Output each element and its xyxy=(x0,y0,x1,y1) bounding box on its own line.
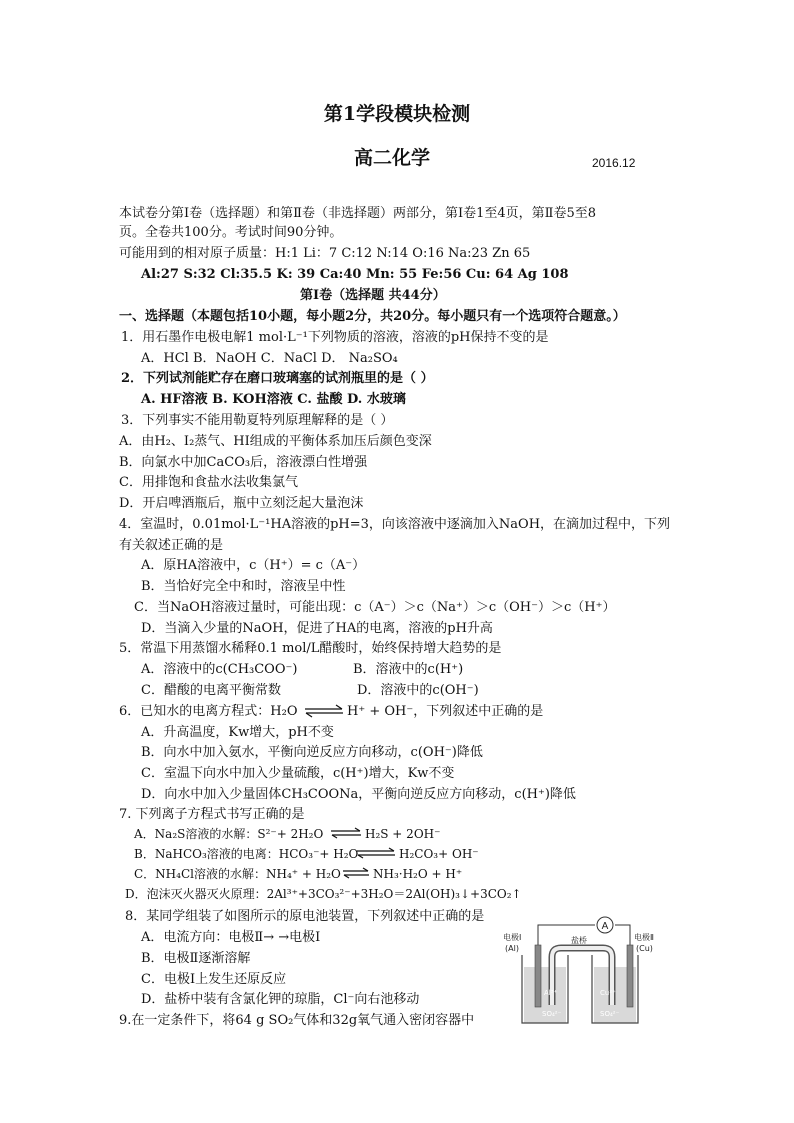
question-4-stem-line-1: 4．室温时，0.01mol·L⁻¹HA溶液的pH=3，向该溶液中逐滴加入NaOH，在滴加过程中，下列 xyxy=(119,517,671,532)
question-5-option-d: D．溶液中的c(OH⁻) xyxy=(357,683,479,698)
question-7-option-d: D．泡沫灭火器灭火原理：2Al³⁺+3CO₃²⁻+3H₂O＝2Al(OH)₃↓+3CO₂↑ xyxy=(125,887,522,901)
section-instruction: 一、选择题（本题包括10小题，每小题2分，共20分。每小题只有一个选项符合题意。） xyxy=(119,309,626,324)
question-9-stem: 9.在一定条件下，将64 g SO₂气体和32g氧气通入密闭容器中 xyxy=(119,1013,475,1028)
question-8-option-b: B．电极Ⅱ逐渐溶解 xyxy=(141,951,251,966)
subject-title: 高二化学 xyxy=(354,147,431,169)
electrode-1-material: (Al) xyxy=(505,944,519,953)
electrode-2-label: 电极Ⅱ xyxy=(634,933,654,942)
question-7-stem: 7. 下列离子方程式书写正确的是 xyxy=(119,807,305,822)
right-ion-1: Cu²⁺ xyxy=(600,989,616,997)
question-7-option-b-lhs: B．NaHCO₃溶液的电离：HCO₃⁻+ H₂O xyxy=(134,847,359,861)
question-7-option-a-lhs: A．Na₂S溶液的水解：S²⁻+ 2H₂O xyxy=(134,827,324,841)
question-7-option-c-rhs: NH₃·H₂O + H⁺ xyxy=(373,867,463,881)
question-4-stem-line-2: 有关叙述正确的是 xyxy=(119,538,224,553)
question-5-option-b: B．溶液中的c(H⁺) xyxy=(353,662,464,677)
question-1-options: A．HCl B．NaOH C．NaCl D． Na₂SO₄ xyxy=(141,351,398,366)
question-6-stem-start: 6．已知水的电离方程式：H₂O xyxy=(119,704,298,719)
atomic-masses-line-1: 可能用到的相对原子质量：H:1 Li：7 C:12 N:14 O:16 Na:23 Zn 65 xyxy=(119,246,531,261)
svg-text:A: A xyxy=(601,921,609,932)
question-7-option-c-lhs: C．NH₄Cl溶液的水解：NH₄⁺ + H₂O xyxy=(134,867,341,881)
question-6-option-c: C．室温下向水中加入少量硫酸，c(H⁺)增大，Kw不变 xyxy=(141,766,455,781)
page-title: 第1学段模块检测 xyxy=(323,103,471,125)
question-3-option-c: C．用排饱和食盐水法收集氯气 xyxy=(119,475,298,490)
question-5-option-a: A．溶液中的c(CH₃COO⁻) xyxy=(141,662,298,677)
question-3-option-a: A．由H₂、I₂蒸气、HI组成的平衡体系加压后颜色变深 xyxy=(119,434,432,449)
equilibrium-arrow-icon xyxy=(329,827,363,839)
question-3-option-b: B．向氯水中加CaCO₃后，溶液漂白性增强 xyxy=(119,455,368,470)
question-5-option-c: C．醋酸的电离平衡常数 xyxy=(141,683,281,698)
left-ion-1: Al³⁺ xyxy=(544,989,558,997)
question-4-option-b: B．当恰好完全中和时，溶液呈中性 xyxy=(141,579,346,594)
galvanic-cell-diagram xyxy=(500,915,665,1027)
equilibrium-arrow-icon xyxy=(341,867,371,879)
question-8-option-d: D．盐桥中装有含氯化钾的琼脂，Cl⁻向右池移动 xyxy=(141,992,420,1007)
question-7-option-a-rhs: H₂S + 2OH⁻ xyxy=(365,827,441,841)
intro-line-2: 页。全卷共100分。考试时间90分钟。 xyxy=(119,225,343,240)
question-8-option-c: C．电极Ⅰ上发生还原反应 xyxy=(141,972,287,987)
electrode-2 xyxy=(627,945,633,1007)
right-ion-2: SO₄²⁻ xyxy=(600,1010,620,1018)
electrode-1-label: 电极Ⅰ xyxy=(503,933,522,942)
question-4-option-a: A．原HA溶液中，c（H⁺）= c（A⁻） xyxy=(141,558,366,573)
question-4-option-c: C．当NaOH溶液过量时，可能出现：c（A⁻）＞c（Na⁺）＞c（OH⁻）＞c（H⁺） xyxy=(134,600,616,615)
section-title: 第Ⅰ卷（选择题 共44分） xyxy=(300,288,446,303)
question-3-stem: 3．下列事实不能用勒夏特列原理解释的是（ ） xyxy=(121,413,394,428)
question-2-options: A. HF溶液 B. KOH溶液 C. 盐酸 D. 水玻璃 xyxy=(141,392,406,407)
question-2-stem: 2．下列试剂能贮存在磨口玻璃塞的试剂瓶里的是（ ） xyxy=(121,371,434,386)
question-6-option-d: D．向水中加入少量固体CH₃COONa，平衡向逆反应方向移动，c(H⁺)降低 xyxy=(141,787,576,802)
question-6-option-a: A．升高温度，Kw增大，pH不变 xyxy=(141,725,334,740)
question-8-stem: 8．某同学组装了如图所示的原电池装置，下列叙述中正确的是 xyxy=(125,909,485,924)
left-ion-2: SO₄²⁻ xyxy=(542,1010,562,1018)
question-1-stem: 1．用石墨作电极电解1 mol·L⁻¹下列物质的溶液，溶液的pH保持不变的是 xyxy=(121,330,549,345)
question-4-option-d: D．当滴入少量的NaOH，促进了HA的电离，溶液的pH升高 xyxy=(141,621,493,636)
equilibrium-arrow-icon xyxy=(355,847,397,859)
question-6-option-b: B．向水中加入氨水，平衡向逆反应方向移动，c(OH⁻)降低 xyxy=(141,745,483,760)
salt-bridge-label: 盐桥 xyxy=(571,936,587,945)
wire-right xyxy=(615,925,630,945)
question-6-stem-end: H⁺ + OH⁻，下列叙述中正确的是 xyxy=(347,704,544,719)
question-7-option-b-rhs: H₂CO₃+ OH⁻ xyxy=(399,847,479,861)
electrode-2-material: (Cu) xyxy=(636,944,653,953)
question-8-option-a: A．电流方向：电极Ⅱ→ →电极Ⅰ xyxy=(141,930,321,945)
electrode-1 xyxy=(535,945,541,1007)
question-3-option-d: D．开启啤酒瓶后，瓶中立刻泛起大量泡沫 xyxy=(119,496,364,511)
exam-date: 2016.12 xyxy=(592,156,636,170)
intro-line-1: 本试卷分第Ⅰ卷（选择题）和第Ⅱ卷（非选择题）两部分，第Ⅰ卷1至4页，第Ⅱ卷5至8 xyxy=(119,206,597,221)
equilibrium-arrow-icon xyxy=(303,704,345,718)
question-5-stem: 5．常温下用蒸馏水稀释0.1 mol/L醋酸时，始终保持增大趋势的是 xyxy=(119,641,502,656)
atomic-masses-line-2: Al:27 S:32 Cl:35.5 K: 39 Ca:40 Mn: 55 Fe:56 Cu: 64 Ag 108 xyxy=(141,267,569,282)
